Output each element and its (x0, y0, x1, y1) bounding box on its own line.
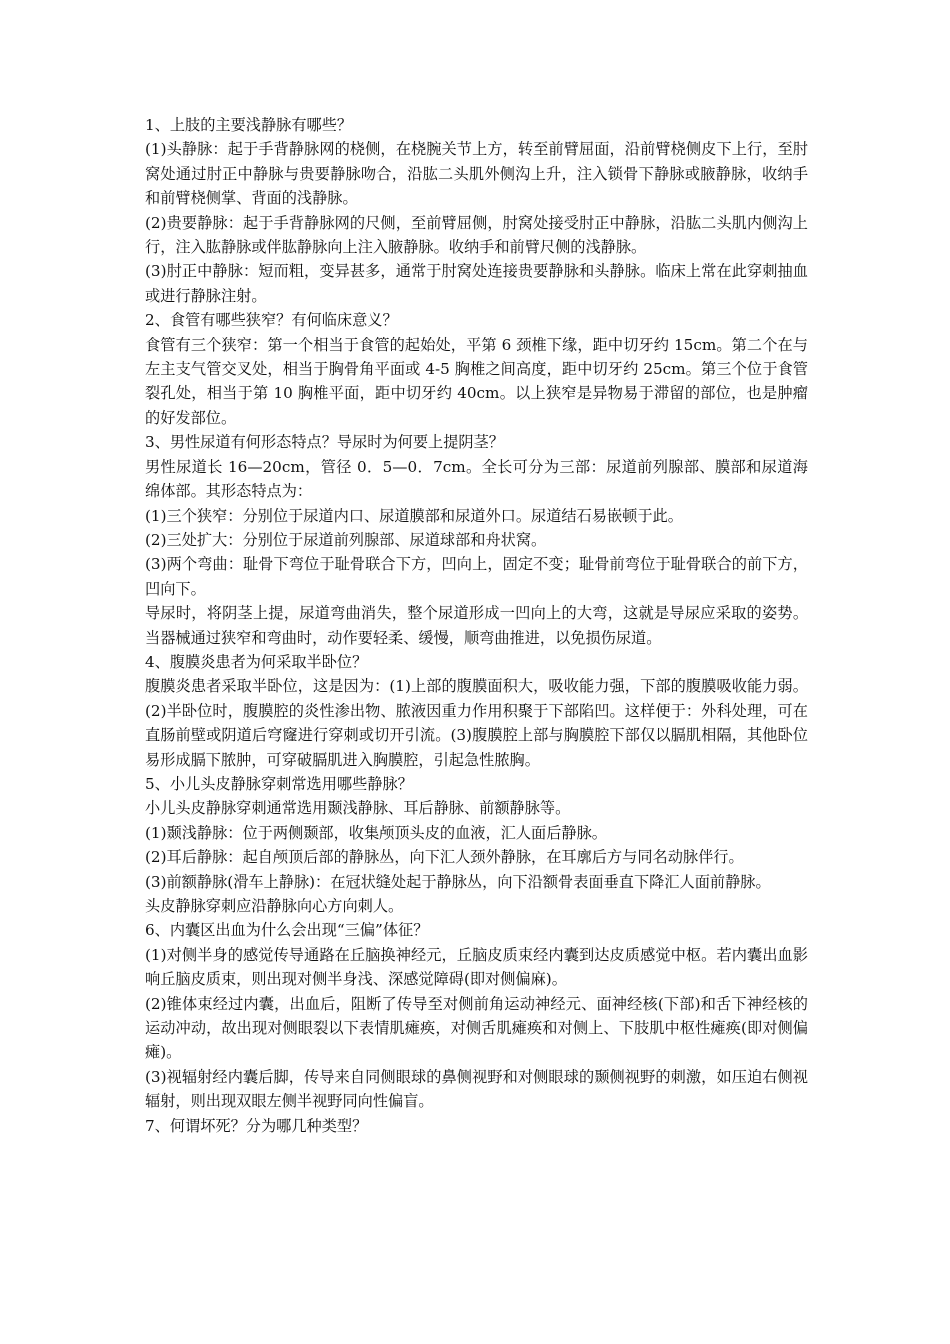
question-heading: 7、何谓坏死？分为哪几种类型？ (145, 1116, 368, 1135)
answer-paragraph: 头皮静脉穿刺应沿静脉向心方向刺人。 (145, 897, 404, 915)
answer-paragraph: (3)肘正中静脉：短而粗，变异甚多，通常于肘窝处连接贵要静脉和头静脉。临床上常在此穿刺抽血或进行静脉注射。 (145, 262, 808, 305)
answer-paragraph: (2)锥体束经过内囊，出血后，阻断了传导至对侧前角运动神经元、面神经核(下部)和舌下神经核的运动冲动，故出现对侧眼裂以下表情肌瘫痪，对侧舌肌瘫痪和对侧上、下肢肌中枢性瘫痪(即对侧偏瘫)。 (145, 994, 808, 1062)
answer-paragraph: (2)贵要静脉：起于手背静脉网的尺侧，至前臂屈侧，肘窝处接受肘正中静脉，沿肱二头肌内侧沟上行，注入肱静脉或伴肱静脉向上注入腋静脉。收纳手和前臂尺侧的浅静脉。 (145, 213, 808, 257)
question-heading: 1、上肢的主要浅静脉有哪些？ (145, 116, 353, 134)
answer-paragraph: (1)三个狭窄：分别位于尿道内口、尿道膜部和尿道外口。尿道结石易嵌顿于此。 (145, 506, 683, 525)
answer-paragraph: 腹膜炎患者采取半卧位，这是因为：(1)上部的腹膜面积大，吸收能力强，下部的腹膜吸收能力弱。(2)半卧位时，腹膜腔的炎性渗出物、脓液因重力作用积聚于下部陷凹。这样便于：外科处理，可在直肠前壁或阴道后穹窿进行穿刺或切开引流。(3)腹膜腔上部与胸膜腔下部仅以膈肌相隔，其他卧位易形成膈下脓肿，可穿破膈肌进入胸膜腔，引起急性脓胸。 (145, 677, 808, 769)
answer-paragraph: (2)耳后静脉：起自颅顶后部的静脉丛，向下汇人颈外静脉，在耳廓后方与同名动脉伴行。 (145, 848, 744, 867)
answer-paragraph: (2)三处扩大：分别位于尿道前列腺部、尿道球部和舟状窝。 (145, 530, 547, 549)
answer-paragraph: (3)前额静脉(滑车上静脉)：在冠状缝处起于静脉丛，向下沿额骨表面垂直下降汇人面前静脉。 (145, 872, 771, 891)
document-page (145, 113, 808, 1138)
answer-paragraph: (3)视辐射经内囊后脚，传导来自同侧眼球的鼻侧视野和对侧眼球的颞侧视野的刺激，如压迫右侧视辐射，则出现双眼左侧半视野同向性偏盲。 (145, 1067, 808, 1111)
answer-paragraph: (1)头静脉：起于手背静脉网的桡侧，在桡腕关节上方，转至前臂屈面，沿前臂桡侧皮下上行，至肘窝处通过肘正中静脉与贵要静脉吻合，沿肱二头肌外侧沟上升，注入锁骨下静脉或腋静脉，收纳手和前臂桡侧掌、背面的浅静脉。 (145, 140, 808, 208)
question-heading: 5、小儿头皮静脉穿刺常选用哪些静脉？ (145, 774, 413, 793)
answer-paragraph: 食管有三个狭窄：第一个相当于食管的起始处，平第 6 颈椎下缘，距中切牙约 15cm。第二个在与左主支气管交叉处，相当于胸骨角平面或 4-5 胸椎之间高度，距中切牙约 25cm。第三个位于食管裂孔处，相当于第 10 胸椎平面，距中切牙约 40cm。以上狭窄是异物易于滞留的部位，也是肿瘤的好发部位。 (145, 335, 808, 427)
answer-paragraph: (1)颞浅静脉：位于两侧颞部，收集颅顶头皮的血液，汇人面后静脉。 (145, 823, 607, 842)
question-heading: 3、男性尿道有何形态特点？导尿时为何要上提阴茎？ (145, 433, 504, 452)
question-heading: 6、内囊区出血为什么会出现“三偏”体征？ (145, 921, 429, 940)
question-heading: 2、食管有哪些狭窄？有何临床意义？ (145, 311, 398, 330)
answer-paragraph: (3)两个弯曲：耻骨下弯位于耻骨联合下方，凹向上，固定不变；耻骨前弯位于耻骨联合的前下方，凹向下。 (145, 555, 808, 598)
answer-paragraph: 男性尿道长 16—20cm，管径 0．5—0．7cm。全长可分为三部：尿道前列腺部、膜部和尿道海绵体部。其形态特点为： (145, 457, 808, 501)
answer-paragraph: 导尿时，将阴茎上提，尿道弯曲消失，整个尿道形成一凹向上的大弯，这就是导尿应采取的姿势。当器械通过狭窄和弯曲时，动作要轻柔、缓慢，顺弯曲推进，以免损伤尿道。 (145, 604, 808, 647)
answer-paragraph: (1)对侧半身的感觉传导通路在丘脑换神经元，丘脑皮质束经内囊到达皮质感觉中枢。若内囊出血影响丘脑皮质束，则出现对侧半身浅、深感觉障碍(即对侧偏麻)。 (145, 945, 808, 989)
question-heading: 4、腹膜炎患者为何采取半卧位？ (145, 652, 368, 671)
answer-paragraph: 小儿头皮静脉穿刺通常选用颞浅静脉、耳后静脉、前额静脉等。 (145, 799, 571, 818)
